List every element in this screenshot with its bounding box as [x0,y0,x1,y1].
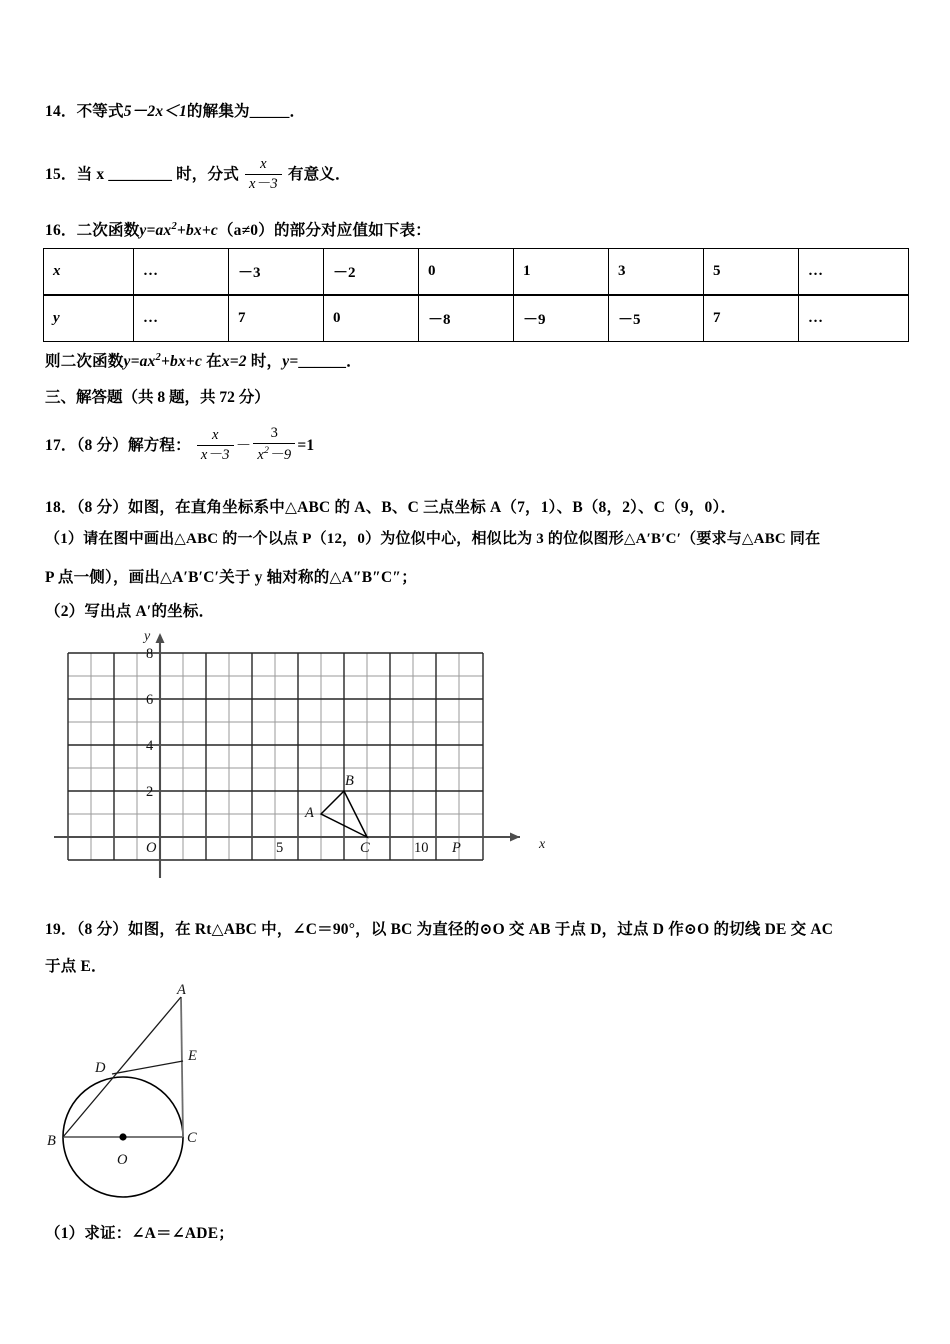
question-18-line3: P 点一侧），画出△A′B′C′关于 y 轴对称的△A″B″C″； [45,569,417,586]
y-tick-8: 8 [146,646,154,662]
question-19-sub1: （1）求证：∠A＝∠ADE； [45,1225,234,1242]
q17-fraction-2-den-rest: －9 [269,446,292,463]
table-cell-y-4: －9 [514,295,609,342]
y-tick-6: 6 [146,692,154,708]
x-tick-5: 5 [276,840,284,856]
table-cell-y-7: … [799,295,909,342]
question-17 [45,425,314,464]
q16-after-c: 时， [250,353,283,371]
q15-text-b: 时，分式 [176,166,239,184]
q19-score: （8 分） [76,921,128,938]
q16-after-expression [124,353,203,370]
q17-fraction-2 [253,425,295,464]
table-header-x: x [44,249,134,296]
table-cell-x-4: 1 [514,249,609,296]
q16-after-blank: ______ [298,353,347,371]
q14-blank: _____ [249,103,290,120]
center-point-marker [119,1133,126,1140]
q16-expression-base: y=ax [139,222,172,240]
question-19-line1 [45,918,833,941]
q16-after-expression-base: y=ax [123,353,156,371]
y-tick-2: 2 [146,784,154,800]
table-row-y [44,295,909,342]
q17-score: （8 分） [76,436,128,454]
value-table [43,248,909,342]
question-16-trailer [45,350,362,373]
q18-line1-text: 如图，在直角坐标系中△ABC 的 A、B、C 三点坐标 A（7，1）、B（8，2）、C（9，0）． [128,499,737,516]
q17-fraction-2-denominator [253,444,295,464]
circle-label-c: C [187,1130,197,1146]
q16-expression-exponent: 2 [171,221,177,232]
y-axis-arrow [156,633,165,643]
q17-number: 17． [45,436,77,454]
question-18-line2: （1）请在图中画出△ABC 的一个以点 P（12，0）为位似中心，相似比为 3 的位似图形△A′B′C′（要求与△ABC 同在 [45,531,821,547]
q17-fraction-1 [197,427,234,464]
grid-minor-lines [68,653,483,860]
segment-de-tangent [112,1061,183,1074]
x-axis-arrow [510,833,520,842]
section-3-heading: 三、解答题（共 8 题，共 72 分） [45,389,270,406]
q17-fraction-1-denominator: x－3 [200,446,230,463]
table-cell-x-1: －3 [229,249,324,296]
question-18-figure [40,625,560,890]
circle-tangent-svg [45,982,275,1202]
q19-line1-text: 如图，在 Rt△ABC 中，∠C＝90°，以 BC 为直径的⊙O 交 AB 于点 D，过点 D 作⊙O 的切线 DE 交 AC [128,921,834,938]
q14-text-b: 的解集为 [186,103,250,120]
q14-text-a: 不等式 [76,103,124,120]
x-tick-10: 10 [414,840,429,856]
point-label-p: P [452,840,461,856]
q14-number: 14． [45,103,77,120]
q16-expression-rest: +bx+c [176,222,218,240]
question-19-line2: 于点 E． [45,958,107,975]
question-19-figure [45,982,275,1202]
question-16-lead [45,219,431,242]
point-label-a: A [305,805,314,821]
q15-fraction-denominator: x－3 [249,175,278,192]
q16-after-b: 在 [206,353,222,371]
q16-lead-b: 的部分对应值如下表： [273,222,431,240]
q16-expression [139,222,218,239]
q17-fraction-2-den-base: x [257,446,265,463]
q16-lead-paren: （a≠0） [217,222,274,240]
q16-after-expression-exponent: 2 [155,352,161,363]
q16-lead-a: 二次函数 [76,222,140,240]
table-cell-y-0: … [134,295,229,342]
table-cell-y-1: 7 [229,295,324,342]
q15-fraction-numerator: x [245,156,282,175]
q17-fraction-2-den-exponent: 2 [264,444,270,456]
table-cell-y-6: 7 [704,295,799,342]
question-18-line1 [45,496,736,519]
table-row-x [44,249,909,296]
table-cell-y-5: －5 [609,295,704,342]
q16-after-y: y= [282,353,299,371]
question-14 [45,100,305,123]
segment-ac [181,997,183,1137]
origin-label: O [146,840,157,856]
q15-fraction [245,156,282,193]
table-cell-x-3: 0 [419,249,514,296]
q16-after-period: ． [346,353,362,371]
q19-number: 19． [45,921,77,938]
question-15 [45,156,351,193]
q15-text-a: 当 x [76,166,105,184]
table-header-y: y [44,295,134,342]
q17-text: 解方程： [128,436,191,454]
circle-label-b: B [47,1133,56,1149]
y-axis-label: y [144,629,151,644]
table-cell-y-3: －8 [419,295,514,342]
q16-after-a: 则二次函数 [45,353,124,371]
point-label-c: C [360,840,370,856]
y-tick-4: 4 [146,738,154,754]
table-cell-y-2: 0 [324,295,419,342]
table-cell-x-2: －2 [324,249,419,296]
x-axis-label: x [539,837,546,852]
circle-label-o: O [117,1152,128,1168]
circle-label-d: D [95,1060,106,1076]
q15-text-c: 有意义． [287,166,351,184]
q14-period: ． [289,103,306,120]
q15-blank: ________ [108,166,173,184]
table-cell-x-6: 5 [704,249,799,296]
coordinate-grid-svg [40,625,560,890]
point-label-b: B [345,773,354,789]
q16-number: 16． [45,222,77,240]
q18-number: 18． [45,499,77,516]
q17-equals: =1 [297,436,315,454]
segment-ab [63,997,181,1137]
table-cell-x-5: 3 [609,249,704,296]
circle-label-e: E [188,1048,197,1064]
q18-score: （8 分） [76,499,128,516]
circle-label-a: A [177,982,186,998]
table-cell-x-0: … [134,249,229,296]
table-cell-x-7: … [799,249,909,296]
q17-fraction-2-numerator: 3 [253,425,295,444]
q16-after-expression-rest: +bx+c [161,353,203,371]
q17-fraction-1-numerator: x [197,427,234,446]
q16-after-x: x=2 [221,353,247,371]
q15-number: 15． [45,166,77,184]
q14-expression: 5－2x＜1 [123,103,187,120]
question-18-line4: （2）写出点 A′的坐标． [45,603,215,620]
axis-lines [54,635,520,878]
q17-minus-operator: － [235,436,252,454]
